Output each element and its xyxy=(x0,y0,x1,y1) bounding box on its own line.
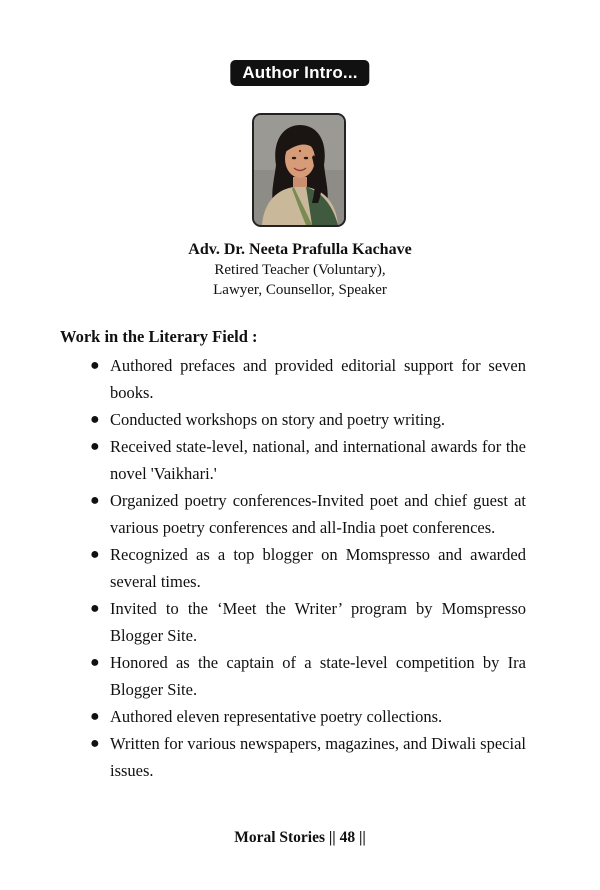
list-item: ● Authored prefaces and provided editorial support for seven books. xyxy=(88,352,526,406)
bullet-icon: ● xyxy=(90,438,100,455)
list-item: ● Conducted workshops on story and poetry writing. xyxy=(88,406,526,433)
list-item: ● Invited to the ‘Meet the Writer’ program by Momspresso Blogger Site. xyxy=(88,595,526,649)
page-footer: Moral Stories || 48 || xyxy=(234,829,366,846)
bullet-icon: ● xyxy=(90,357,100,374)
author-photo xyxy=(252,113,346,227)
author-intro-badge: Author Intro... xyxy=(230,60,369,86)
list-item: ● Authored eleven representative poetry collections. xyxy=(88,703,526,730)
literary-work-heading: Work in the Literary Field : xyxy=(60,327,258,346)
author-name: Adv. Dr. Neeta Prafulla Kachave xyxy=(188,241,412,258)
author-info xyxy=(0,240,600,300)
author-role-line: Retired Teacher (Voluntary), xyxy=(214,262,386,278)
bullet-icon: ● xyxy=(90,708,100,725)
bullet-icon: ● xyxy=(90,411,100,428)
list-item: ● Recognized as a top blogger on Momspresso and awarded several times. xyxy=(88,541,526,595)
bullet-icon: ● xyxy=(90,600,100,617)
bullet-icon: ● xyxy=(90,546,100,563)
list-item: ● Written for various newspapers, magazines, and Diwali special issues. xyxy=(88,730,526,784)
list-item: ● Honored as the captain of a state-level competition by Ira Blogger Site. xyxy=(88,649,526,703)
literary-work-list xyxy=(88,352,526,784)
list-item: ● Received state-level, national, and international awards for the novel 'Vaikhari.' xyxy=(88,433,526,487)
bullet-icon: ● xyxy=(90,492,100,509)
list-item: ● Organized poetry conferences-Invited poet and chief guest at various poetry conferences and all-India poet conferences. xyxy=(88,487,526,541)
bullet-icon: ● xyxy=(90,735,100,752)
bullet-icon: ● xyxy=(90,654,100,671)
author-role-line: Lawyer, Counsellor, Speaker xyxy=(213,282,387,298)
